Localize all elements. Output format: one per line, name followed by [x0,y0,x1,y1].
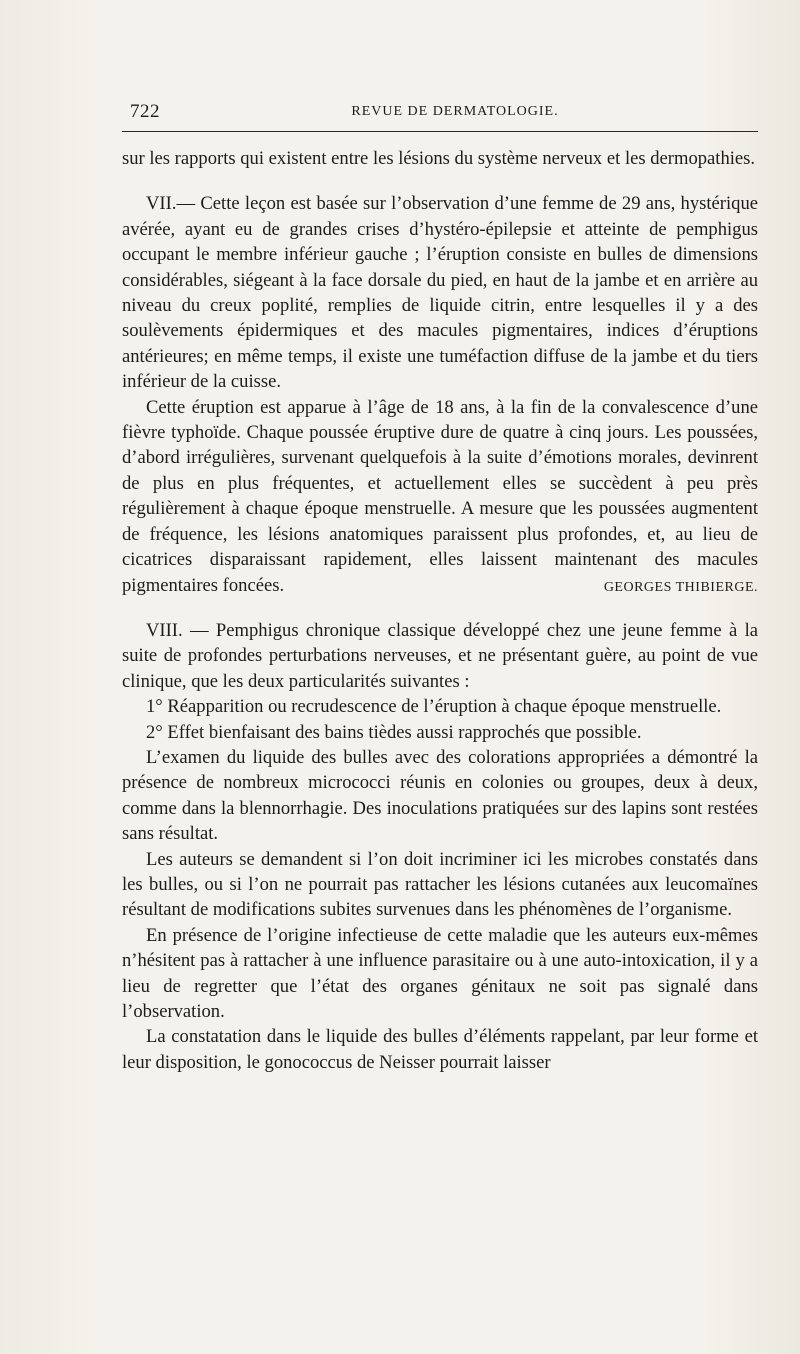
section-vii-text: — Cette leçon est basée sur l’observation d’une femme de 29 ans, hystérique avérée, ayant eu de grandes crises d’hystéro-épilepsie et atteinte de pemphigus occupant le membre inférieur gauche ; l’éruption consiste en bulles de dimensions considérables, siégeant à la face dorsale du pied, en haut de la jambe et en arrière au niveau du creux poplité, remplies de liquide citrin, entre lesquelles il y a des soulèvements épidermiques et des macules pigmentaires, indices d’éruptions antérieures; en même temps, il existe une tuméfaction diffuse de la jambe et du tiers inférieur de la cuisse. [122,193,758,393]
page-header [122,101,758,125]
section-viii-text: — Pemphigus chronique classique développé chez une jeune femme à la suite de profondes perturbations nerveuses, et ne présentant guère, au point de vue clinique, que les deux particularités suivantes : [122,619,758,692]
paragraph [122,395,758,598]
section-number-viii: VIII. [146,619,183,641]
page-number: 722 [130,101,160,122]
paragraph: L’examen du liquide des bulles avec des colorations appropriées a démontré la présence de nombreux micrococci réunis en colonies ou groupes, deux à deux, comme dans la blennorrhagie. Des inoculations pratiquées sur des lapins sont restées sans résultat. [122,746,758,845]
header-rule [122,131,758,132]
section-vii [122,191,758,394]
paragraph-continuation: sur les rapports qui existent entre les lésions du système nerveux et les dermopathies. [122,148,756,169]
paragraph-text: Cette éruption est apparue à l’âge de 18 ans, à la fin de la convalescence d’une fièvre typhoïde. Chaque poussée éruptive dure de quatre à cinq jours. Les poussées, d’abord irrégulières, survenant quelquefois à la suite d’émotions morales, devinrent de plus en plus fréquentes, et actuellement elles se succèdent à peu près régulièrement à chaque époque menstruelle. A mesure que les poussées augmentent de fréquence, les lésions anatomiques paraissent plus profondes, et, au lieu de cicatrices disparaissant rapidement, elles laissent maintenant des macules pigmentaires foncées. [122,396,758,596]
list-item-1: 1° Réapparition ou recrudescence de l’éruption à chaque époque menstruelle. [146,696,722,718]
section-number-vii: VII. [146,193,177,215]
running-title: REVUE DE DERMATOLOGIE. [351,104,559,119]
author-signature: GEORGES THIBIERGE. [603,579,758,595]
paragraph: Les auteurs se demandent si l’on doit incriminer ici les microbes constatés dans les bulles, ou si l’on ne pourrait pas rattacher les lésions cutanées aux leucomaïnes résultant de modifications subites survenues dans les phénomènes de l’organisme. [122,848,758,921]
list-item-2: 2° Effet bienfaisant des bains tièdes aussi rapprochés que possible. [146,721,642,743]
section-viii [122,618,758,694]
article-body [122,146,758,1075]
paragraph: En présence de l’origine infectieuse de cette maladie que les auteurs eux-mêmes n’hésitent pas à rattacher à une influence parasitaire ou à une auto-intoxication, il y a lieu de regretter que l’état des organes génitaux ne soit pas signalé dans l’observation. [122,924,758,1022]
paragraph: La constatation dans le liquide des bulles d’éléments rappelant, par leur forme et leur disposition, le gonococcus de Neisser pourrait laisser [122,1026,758,1073]
